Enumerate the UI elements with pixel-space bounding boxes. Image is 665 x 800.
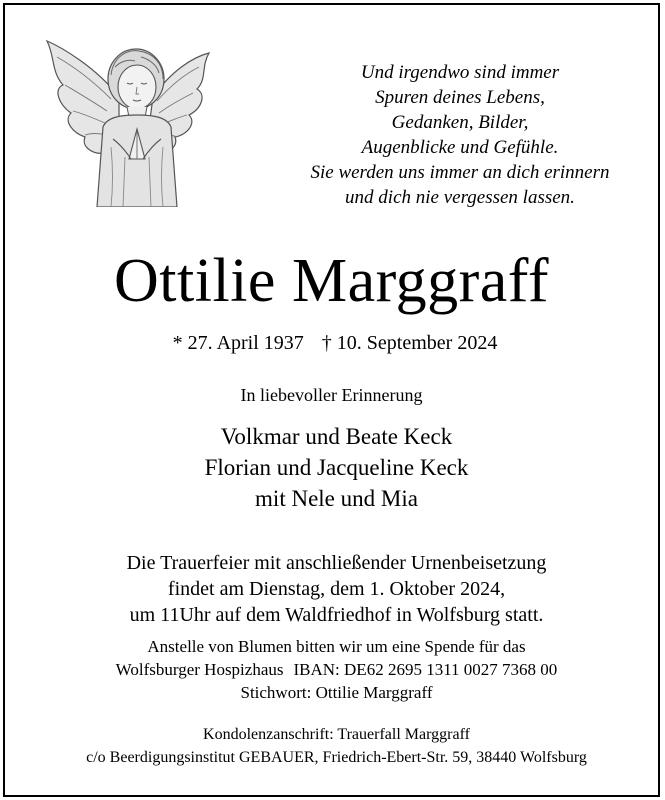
angel-praying-illustration [41,27,221,207]
poem-line: Sie werden uns immer an dich erinnern [310,162,610,183]
birth-date: * 27. April 1937 [172,332,304,354]
poem-line: Gedanken, Bilder, [391,112,529,133]
poem-line: Augenblicke und Gefühle. [361,137,559,158]
donation-info [5,635,665,704]
obituary-notice [3,3,660,797]
ceremony-info [5,550,665,628]
death-date: † 10. September 2024 [321,332,498,354]
family-line: Florian und Jacqueline Keck [204,455,469,480]
deceased-name: Ottilie Marggraff [114,247,549,315]
family-line: mit Nele und Mia [255,486,418,511]
poem-line: Und irgendwo sind immer [360,62,560,83]
condolence-line: c/o Beerdigungsinstitut GEBAUER, Friedrich-Ebert-Str. 59, 38440 Wolfsburg [86,749,587,766]
poem [265,60,655,210]
poem-line: Spuren deines Lebens, [375,87,545,108]
family-mourners [5,421,665,514]
donation-recipient: Wolfsburger Hospizhaus [115,660,284,679]
family-line: Volkmar und Beate Keck [220,424,453,449]
ceremony-line: Die Trauerfeier mit anschließender Urnenbeisetzung [126,552,547,574]
condolence-address [5,723,665,769]
donation-iban: IBAN: DE62 2695 1311 0027 7368 00 [293,660,558,679]
memory-line: In liebevoller Erinnerung [240,385,423,405]
poem-line: und dich nie vergessen lassen. [345,187,575,208]
donation-keyword: Stichwort: Ottilie Marggraff [240,683,433,702]
condolence-line: Kondolenzanschrift: Trauerfall Marggraff [203,726,470,743]
ceremony-line: um 11Uhr auf dem Waldfriedhof in Wolfsburg statt. [129,604,544,626]
donation-request: Anstelle von Blumen bitten wir um eine Spende für das [147,637,526,656]
donation-account [5,658,665,681]
ceremony-line: findet am Dienstag, dem 1. Oktober 2024, [167,578,506,600]
life-dates [5,330,665,356]
